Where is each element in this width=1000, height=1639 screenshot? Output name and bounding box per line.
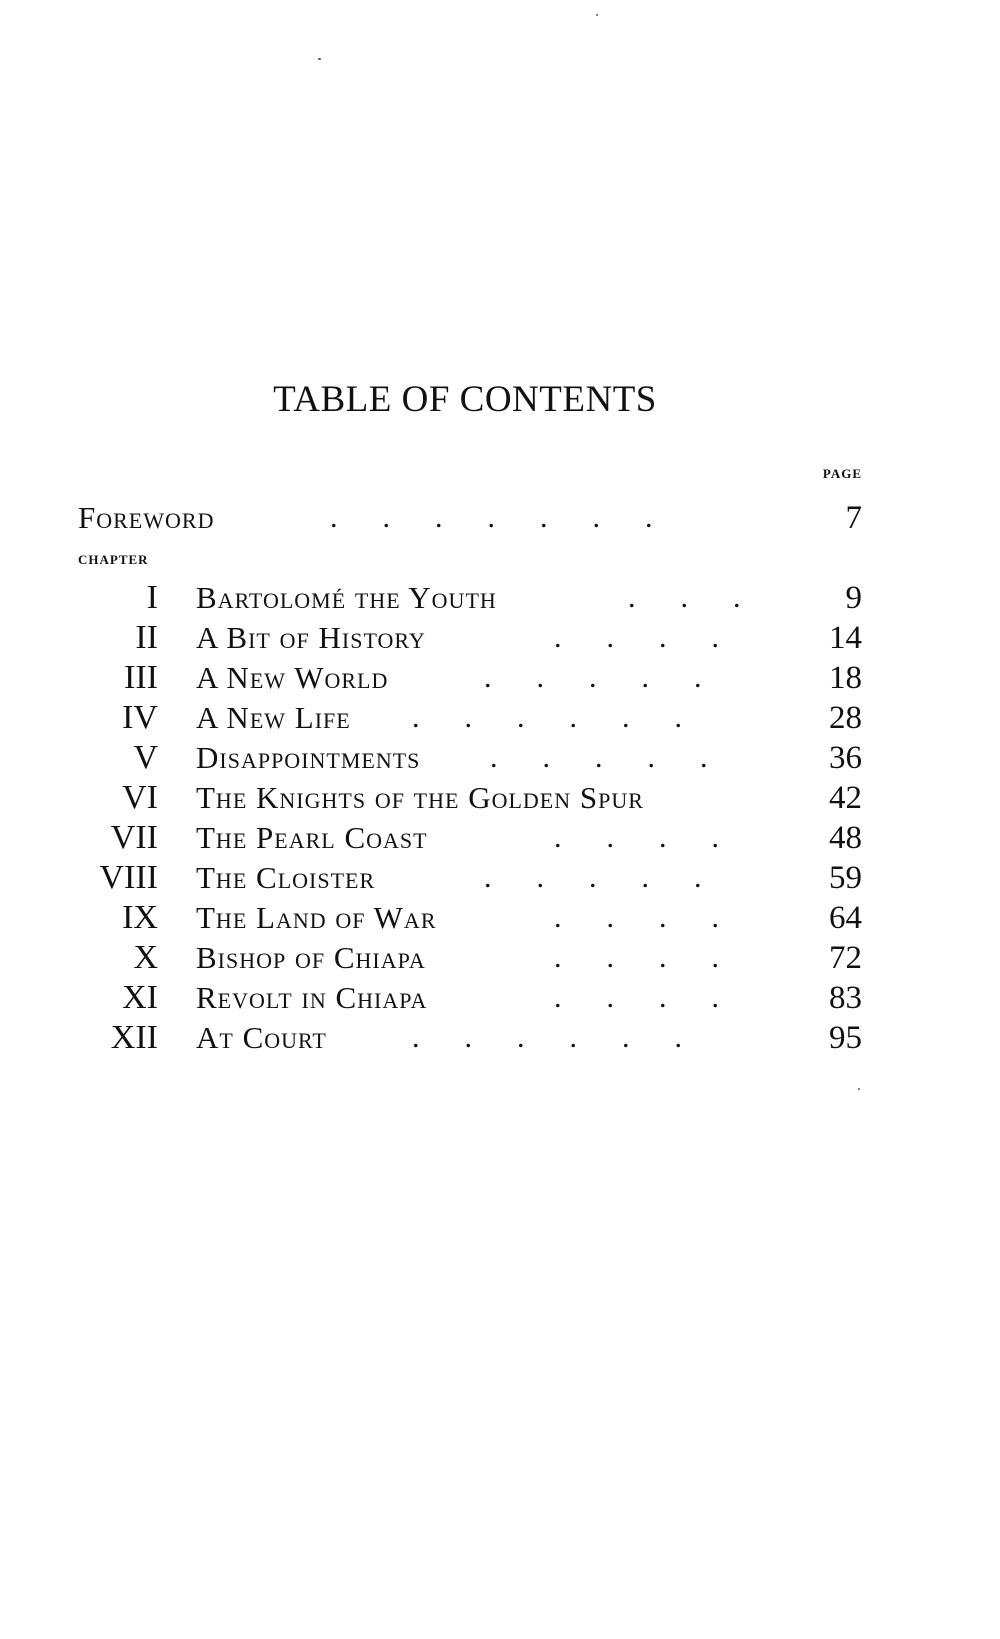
toc-row (0, 978, 1000, 1018)
leader-dots: . . . (628, 581, 741, 614)
toc-page-number: 72 (829, 940, 862, 976)
toc-row (0, 1018, 1000, 1058)
leader-dots: . . . . . (490, 741, 708, 774)
chapter-numeral: VIII (99, 859, 158, 896)
toc-row (0, 738, 1000, 778)
toc-row (0, 778, 1000, 818)
leader-dots: . . . . . . (412, 701, 682, 734)
toc-page-number: 42 (829, 780, 862, 816)
toc-page-number: 28 (829, 700, 862, 736)
toc-entry-title: Bishop of Chiapa (196, 940, 426, 975)
chapter-numeral: VI (122, 779, 158, 816)
leader-dots: . . . . (554, 941, 719, 974)
toc-row (0, 938, 1000, 978)
toc-page-number: 14 (829, 620, 862, 656)
chapter-column-label: CHAPTER (78, 552, 149, 567)
toc-entry-title: The Cloister (196, 860, 376, 895)
toc-page-number: 48 (829, 820, 862, 856)
leader-dots: . . . . (554, 821, 719, 854)
chapter-numeral: V (133, 739, 158, 776)
toc-entry-title: Disappointments (196, 740, 421, 775)
toc-page-number: 18 (829, 660, 862, 696)
leader-dots: . . . . (554, 981, 719, 1014)
scan-speck (596, 14, 598, 16)
chapter-numeral: X (133, 939, 158, 976)
toc-entry-title: The Land of War (196, 900, 437, 935)
toc-row (0, 698, 1000, 738)
toc-page-number: 7 (845, 500, 862, 536)
toc-entry-title: Foreword (78, 500, 215, 535)
toc-row (0, 578, 1000, 618)
toc-entry-title: At Court (196, 1020, 327, 1055)
toc-entry-title: Bartolomé the Youth (196, 580, 497, 615)
chapter-numeral: I (146, 579, 158, 616)
leader-dots: . . . . . (484, 861, 702, 894)
toc-row (0, 618, 1000, 658)
toc-entry-title: The Knights of the Golden Spur (196, 780, 644, 815)
toc-page-number: 64 (829, 900, 862, 936)
leader-dots: . . . . (554, 901, 719, 934)
toc-row (0, 818, 1000, 858)
toc-row (0, 898, 1000, 938)
toc-entry-title: A New World (196, 660, 389, 695)
toc-page-number: 59 (829, 860, 862, 896)
chapter-numeral: IX (122, 899, 158, 936)
leader-dots: . . . . . . (412, 1021, 682, 1054)
chapter-numeral: XII (110, 1019, 158, 1056)
toc-row (0, 658, 1000, 698)
page-title: TABLE OF CONTENTS (273, 379, 657, 420)
toc-page-number: 95 (829, 1020, 862, 1056)
page-column-label: PAGE (822, 466, 862, 481)
leader-dots: . . . . . (484, 661, 702, 694)
chapter-numeral: XI (122, 979, 158, 1016)
toc-entry-title: The Pearl Coast (196, 820, 428, 855)
toc-page-number: 83 (829, 980, 862, 1016)
leader-dots: . . . . (554, 621, 719, 654)
toc-page-number: 36 (829, 740, 862, 776)
chapter-numeral: III (124, 659, 158, 696)
toc-entry-title: A New Life (196, 700, 351, 735)
toc-entry-title: A Bit of History (196, 620, 426, 655)
scan-speck (858, 1088, 860, 1090)
chapter-numeral: II (135, 619, 158, 656)
toc-row (0, 858, 1000, 898)
toc-page-number: 9 (845, 580, 862, 616)
chapter-numeral: IV (122, 699, 158, 736)
scan-speck (318, 58, 321, 60)
toc-row-foreword (0, 498, 1000, 538)
chapter-numeral: VII (110, 819, 158, 856)
toc-entry-title: Revolt in Chiapa (196, 980, 428, 1015)
leader-dots: . . . . . . . (330, 501, 653, 534)
